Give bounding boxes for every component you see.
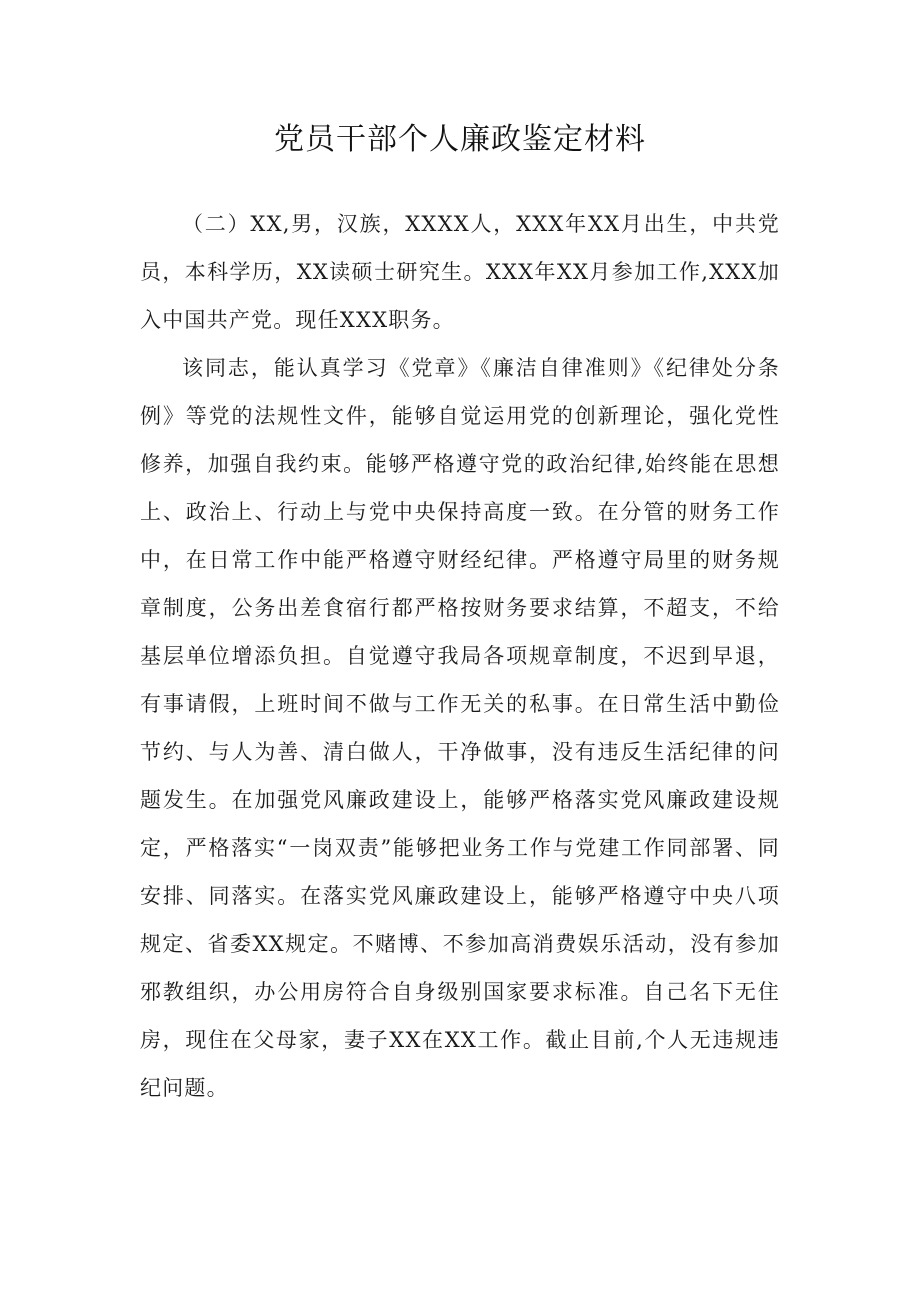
paragraph-evaluation: 该同志，能认真学习《党章》《廉洁自律准则》《纪律处分条例》等党的法规性文件，能够自觉运用党的创新理论，强化党性修养，加强自我约束。能够严格遵守党的政治纪律,始终能在思想上、政治上、行动上与党中央保持高度一致。在分管的财务工作中，在日常工作中能严格遵守财经纪律。严格遵守局里的财务规章制度，公务出差食宿行都严格按财务要求结算，不超支，不给基层单位增添负担。自觉遵守我局各项规章制度，不迟到早退，有事请假，上班时间不做与工作无关的私事。在日常生活中勤俭节约、与人为善、清白做人，干净做事，没有违反生活纪律的问题发生。在加强党风廉政建设上，能够严格落实党风廉政建设规定，严格落实“一岗双责”能够把业务工作与党建工作同部署、同安排、同落实。在落实党风廉政建设上，能够严格遵守中央八项规定、省委XX规定。不赌博、不参加高消费娱乐活动，没有参加邪教组织，办公用房符合自身级别国家要求标准。自己名下无住房，现住在父母家，妻子XX在XX工作。截止目前,个人无违规违纪问题。 [140,356,780,1100]
document-title: 党员干部个人廉政鉴定材料 [274,122,646,157]
paragraph-personal-info: （二）XX,男，汉族，XXXX人，XXX年XX月出生，中共党员，本科学历，XX读硕士研究生。XXX年XX月参加工作,XXX加入中国共产党。现任XXX职务。 [140,212,780,332]
document-body [140,200,780,1112]
